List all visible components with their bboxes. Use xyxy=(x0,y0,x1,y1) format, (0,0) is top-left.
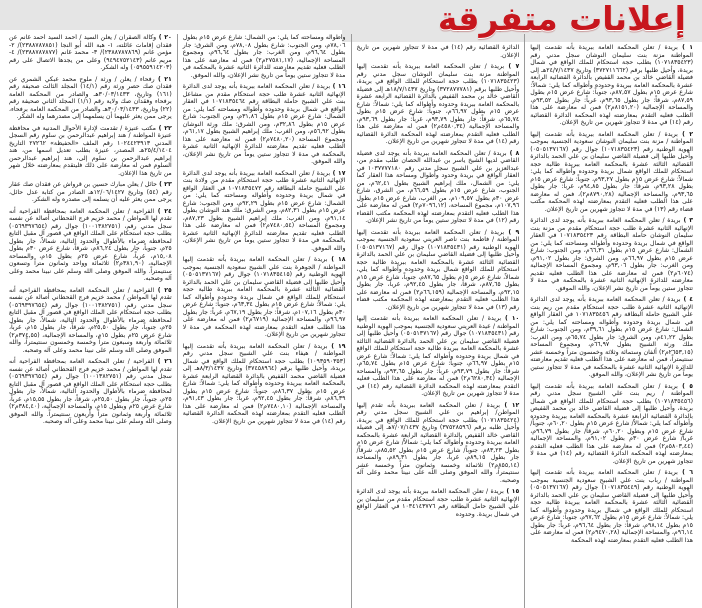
notice-number: ٤ ) xyxy=(680,296,693,303)
notice: ١٨ ) بريدة / تعلن المحكمة العامة ببريدة بأنه تقدمت إليها المواطنة / الجوهرة بنت علي الشبيح سعودية الجنسية بموجب الهوية الوطنية رقم (١٠٧١٨٣٥٤١٥) جوال رقم (٠٥٠٥١٣٧١٦٧) وأحيل طلبها إلى فضيلة القاضي سليمان بن علي الحمد بالدائرة القضائية الثالثة عشرة بالمحكمة العامة ببريدة طالبة حجة استحكام للملك الواقع في شمال بريدة وحدوده وأطواله كما يلي: شمالاً: شارع عرض ١٥م بطول ٦٣,٣٤م، جنوباً: شارع عرض ٣٠م بطول ١٠٧,١٦م، شرقاً: جار بطول ٦٧,١٩م، غرباً: جار بطول ٩٦,٩٧م، والمساحة الإجمالية (٦٧١٩م٢) فمن له معارضة على هذا الطلب فعليه التقدم بمعارضته لهذه المحكمة في مدة لا تتجاوز شهرين من تاريخ الإعلان. xyxy=(182,256,346,338)
notice-number: ١٥ ) xyxy=(503,488,520,495)
notice-number: ٢٤ ) xyxy=(154,207,172,215)
notice: ١٧ ) بريدة / تعلن المحكمة العامة ببريدة بأنه يوجد لدى الدائرة الإنهائية الثانية عشرة طلب حجة استحكام مقدم من ولادة بنت علي الشبيح حاملة البطاقة رقم ١٠٧١٨٣٥٤٧٢ في العقار الواقع في شمال بريدة وحدوده وأطواله ومساحته كما يلي: من الشمال: شارع عرض ١٥م بطول ٩٢,٢٩م، ومن الجنوب: شارع عرض ١٥م بطول ٨٢,٣١م، ومن الشرق: ملك هند النوشان بطول ٩١,١٤م، ومن الغرب: ملك إبراهيم الشبيح بطول ٨٧,٢٣م، ومجموع المساحة (٧٤٨٠,٥٤م٢) فمن له معارضة على هذا الطلب فعليه تقديم معارضته للدائرة الإنهائية الثانية عشرة بالمحكمة في مدة لا تتجاوز ستين يوماً من تاريخ نشر الإعلان، والله الموفق. xyxy=(182,169,346,252)
notice-number: ١٨ ) xyxy=(327,256,346,263)
notice-number: ١٢ ) xyxy=(499,401,520,409)
notice: ٥ ) بريدة / تعلن المحكمة العامة ببريدة بأنه تقدمت إليها المواطنة / ريم بنت علي الشبيح سجل مدني رقم (١٠٧١٨٣٥٤٥٦) بطلب حجة استحكام للملك الواقع في شمال بريدة، وأحيل طلبها إلى فضيلة القاضي خالد بن محمد القفيص بالدائرة القضائية الرابعة عشرة بالمحكمة العامة ببريدة وحدوده وأطواله كما يلي: شمالاً/ شارع عرض ١٥م بطول ٦٠,٢٠م، جنوباً/ شارع عرض ١٥م وبطول ٦٠,٢٠م، شرقاً/ جار بطول ٩٦,٧٩م، غرباً/ شارع عرض ٣٠م بطول ٩١,٠٢م، والمساحة الإجمالية (٥٨٠٣,٤٤م٢) فمن له معارضة على هذا الطلب فعليه التقدم بمعارضته لهذه المحكمة الدائرة القضائية رقم (١٤) في مدة لا تتجاوز شهرين من تاريخ الإعلان. xyxy=(530,382,694,465)
notice: ٣ ) بريدة / تعلن المحكمة العامة ببريدة بأنه يوجد لدى الدائرة الإنهائية الثانية عشرة طلب حجة استحكام مقدم من مزنة بنت سليمان النوشان حاملة البطاقة رقم ١٠٧١٨٣٥٤٢٣ في العقار الواقع في شمال بريدة وحدوده وأطواله ومساحته كما يلي: من الشمال: شارع عرض ١٥م بطول ٦٦,٣١م، ومن الجنوب: شارع عرض ١٥م بطول ٦٦,٩٧م، ومن الشرق: جار بطول ٩١,٠٢م، ومن الغرب: جار بطول ٩٣,٠٦م، ومجموع المساحة الإجمالية (٦٠٧٤م٢) فمن له معارضة على هذا الطلب فعليه تقديم معارضته للدائرة الإنهائية الثانية عشرة بالمحكمة في مدة لا تتجاوز ستين يوماً من تاريخ نشر الإعلان، والله الموفق. xyxy=(530,217,694,292)
notice: ١٦ ) بريدة / تعلن المحكمة العامة ببريدة بأنه يوجد لدى الدائرة الإنهائية الثانية عشرة طلب حجة استحكام مقدم من مشاعل بنت علي الشبيح حاملة البطاقة رقم ١٠٧١٨٣٥٤٦٤ في العقار الواقع في شمال بريدة وحدوده وأطواله ومساحته كما يلي: من الشمال: شارع عرض ١٥م بطول ٣١,٨٦م، ومن الجنوب: شارع عرض ١٥م بطول ٣٢,٨٦م، ومن الشرق: ملك ورثة النوشان بطول ٥٦,٩٢م، ومن الغرب: ملك إبراهيم الشبيح بطول ٦١,١٧م، ومجموع المساحة (٧٤٨٠,٢٠م٢) فمن له معارضة على هذا الطلب فعليه تقديم معارضته للدائرة الإنهائية الثانية عشرة بالمحكمة في مدة لا تتجاوز ستين يوماً من تاريخ نشر الإعلان، والله الموفق. xyxy=(182,83,346,165)
notice-number: ١٩ ) xyxy=(327,342,346,350)
classifieds-columns xyxy=(4,34,698,608)
page-title: إعلانات متفرقة xyxy=(437,0,686,38)
notice: وأطواله ومساحته كما يلي: من الشمال: شارع عرض ١٥م بطول ٧٨,٠٦م، ومن الجنوب: شارع بطول ٧٨,٠٨م، ومن الشرق: جار بطول ٩٦,٦٤م، ومن الغرب: جار بطول ٩٦,٦٤م، ومجموع المساحة الإجمالية، (٢٧٥٨١,١٧م٢) فمن له معارضة على هذا الطلب فعليه تقديم معارضته للدائرة الثانية عشرة بالمحكمة في مدة لا تتجاوز ستين يوماً من تاريخ نشر الإعلان، والله الموفق. xyxy=(182,34,346,79)
notice-number: ١٧ ) xyxy=(330,169,346,177)
notice-number: ٢٦ ) xyxy=(154,358,172,365)
column-third xyxy=(177,34,351,608)
notice-number: ٧ ) xyxy=(504,63,520,70)
notice-number: ٢٥ ) xyxy=(154,286,172,294)
notice-number: ٢٣ ) xyxy=(156,181,172,188)
notice: ٢ ) بريدة / تعلن المحكمة العامة ببريدة بأنه تقدمت إليها المواطنة / مزنة بنت سليمان النوشان سعودية الجنسية بموجب الهوية الوطنية رقم (١٠٧١٨٣٥٤٢٣) جوال رقم (٠٥٠٥١٣٧١٦٧) وأحيل طلبها إلى فضيلة القاضي سليمان بن علي الحمد بالدائرة القضائية الثالثة عشرة بالمحكمة العامة ببريدة طالبة حجة استحكام للملك الواقع شمال بريدة وحدوده وأطواله كما يلي: شمالاً: شارع عرض ١٥م بطول ٩٣,٢٧م، جنوباً: شارع عرض ١٥م بطول ٩٣,٢٨م، شرقاً: جار بطول ٩٤,٨٥م، غرباً: جار بطول ٩٣,٦٥م، والمساحة الإجمالية (٨٧٩٠,٢٨م٢)، فمن له معارضة على هذا الطلب فعليه التقدم بمعارضته لهذه المحكمة مكتب قضاء رقم (١٣) في مدة لا تتجاوز شهرين من تاريخ الإعلان. xyxy=(530,130,693,213)
notice: ٢٢ ) مكتب عنيزة / تقدمت لإدارة الأحوال المدنية في محافظة عنيزة المواطنة / هند إبراهيم عبدالرحمن بن سلوم رقم السجل المدني ١٠٢٤٤٢٣٩١٣ رقم الملف «الحفيظة» ٢٧٢٦٢ التاريخ ٢٥/٤/١٤٠٤هـ المصدر، عنيزة بطلب تعديل اسمها من، هند إبراهيم عبدالرحمن بن سلوم إلى، هند إبراهيم عبدالرحمن السلوم فمن له معارضة على ذلك فليتقدم بمعارضته خلال شهر من تاريخ هذا الإعلان. xyxy=(9,124,172,177)
notice: ١٢ ) بريدة / تعلن المحكمة العامة ببريدة بأنه تقدم إليها المواطن/ إبراهيم بن علي الشبيح سجل مدني رقم (١٠٧١٨٣٥٤٢٤) بطلب حجة استحكام للملك الواقع في بريدة، وأحيل طلبه برقم (٣٧٥٢٨٥٩٦) وتاريخ ٧/٠٧/١٤٣٧هـ إلى فضيلة القاضي خالد القفيص بالدائرة القضائية الرابعة عشرة بالمحكمة العامة ببريدة وحدوده وأطواله كما يلي: شمالاً/ شارع عرض ١٥م بطول ٨٣,٢٣م، جنوباً/ شارع عرض ١٥م بطول ٨٥,٥٢م، شرقاً/ جار بطول ٨٩,١٥م، غرباً، جار بطول ٨٩,٣١م، والمساحة (٨٥٥,١٤م٢) ثلاثمائة وخمسة وثمانون متراً وخمسة عشر سنتيمتراً، والله الموفق وصلى الله على نبينا محمد وعلى آله وصحبه. xyxy=(356,401,520,484)
notice-number: ١٦ ) xyxy=(330,83,346,90)
notice: ٢٥ ) الفراحية / تعلن المحكمة العامة بمحافظة الفراحية أنه تقدم لها المواطن / محمد خزيم فرج القحطاني أصالة عن نفسه سجل مدني رقم، (١٠٠١٣٨٢٧٥١) جوال رقم (٠٥٦٩٣٩٧٦٥٤) بطلب حجة استحكام على الملك الواقع في قصور آل مقبل التابع لمحافظة ضرماء بالأطوال والحدود التالية، شمالاً، جار بطول ٢٥م، جنوباً، جار بطول ٢٥,٥٠م، شرقاً، جار بطول ١٥م، غرباً، شارع عرض ٢٥م بطول ١٥م، والمساحة الإجمالية، (٣٧٤,٥٥م٢) ثلاثمائة وأربعة وسبعون متراً وخمسة وخمسون سنتيمتراً، والله الموفق وصلى الله وسلم على نبينا محمد وعلى آله وصحبه. xyxy=(9,286,172,354)
notice: ٤ ) بريدة / تعلن المحكمة العامة ببريدة بأنه يوجد لدى الدائرة الإنهائية الثانية عشرة طلب حجة استحكام مقدم من ريم بنت علي الشبيح حاملة البطاقة رقم ١٠٧١٨٣٥٤٥٦ في العقار الواقع في شمال بريدة وحدوده وأطواله ومساحته كما يلي: من الشمال: شارع عرض ١٥م بطول ٣٩,٦١م، ومن الجنوب: شارع بطول ٤١,٢٢م، ومن الشرق: جار بطول ٦٥,٧٤م، ومن الغرب: ملك ورثة الشبيح بطول ٦٦,٩٧م، ومجموع المساحة (٢٦٥٣,١٥م٢) ألفان وستمائة وثلاثة وخمسون متراً وخمسة عشر سنتيمتراً، فمن له معارضة على هذا الطلب فعليه تقديم معارضته للدائرة الإنهائية الثانية عشرة بالمحكمة في مدة لا تتجاوز ستين يوماً من تاريخ نشر الإعلان، والله الموفق. xyxy=(530,296,694,378)
notice-number: ٢٢ ) xyxy=(156,124,172,132)
notice-number: ٥ ) xyxy=(677,382,693,390)
notice-number: ٨ ) xyxy=(506,149,520,157)
column-rightmost xyxy=(524,34,698,608)
notice: ٨ ) بريدة / تعلن المحكمة العامة ببريدة بأنه يوجد لدى فضيلة القاضي لديها الشيخ ياسر بن عبدالله الحصان طلب مقدم من، عبدالعزيز بن علي الشبيح سجل مدني رقم ١٠٣٧٧٧٧١٨٠ في العقار الواقع في بريدة وحدود وأطوال ومساحة هذا العقار كما يلي: من الشمال، ملك إبراهيم الشبيح بطول ٦٢,٤١م، من الجنوب، شارع عرض ١٥م بطول ٦٦,٥٩م، من الشرق، شارع عرض ٣٠م بطول ١٠٩,٥٧م، من الغرب، شارع عرض ١٥م بطول ١٠٧,٩٦م، مجموع المساحة، (٧٠٩٦,١٢م٢) فمن له معارضة على هذا الطلب فعليه التقدم بمعارضته لهذه المحكمة مكتب القضاء رقم (١٢) في مدة لا تتجاوز ستين يوماً من تاريخ نشر الإعلان. xyxy=(356,149,520,224)
notice: ١ ) بريدة / تعلن المحكمة العامة ببريدة بأنه تقدمت إليها المواطنة مزنة بنت سليمان النوشان سجل مدني رقم (١٠٧١٨٣٥٤٢٣) بطلب حجة استحكام للملك الواقع في شمال بريدة، وأحيل طلبها برقم (٣٧٢٧١١٦٦٢) وتاريخ ٢٤/٧/١٤٣٧هـ إلى فضيلة القاضي خالد بن محمد القفيص بالدائرة القضائية الرابعة عشرة بالمحكمة العامة ببريدة وحدوده وأطواله كما يلي: شمالاً: شارع عرض ١٥م بطول ٨٧,٥٧م، جنوباً: شارع عرض ١٥م بطول ٨٧,٥٩م، شرقاً: جار بطول ٩٣,٦٥م، غرباً: جار بطول ٩٣,٥٢م، والمساحة الإجمالية (٨١٥١,٢٠م٢) فمن له معارضة على هذا الطلب فعليه التقدم بمعارضته لهذه المحكمة الدائرة القضائية رقم (١٤) في مدة لا تتجاوز شهرين من تاريخ الإعلان. xyxy=(530,44,693,126)
notice-number: ٢٠ ) xyxy=(156,34,172,41)
notice: ٢٠ ) وكالة الصقران / يعلن السيد / أحمد السيد أحمد غانم عن فقدان إقامات عائلته، ١- هبة الله أبو النجا (٢٣٨٨٧٨٧٨٥١)/ ٢- مؤمن غانم (٢٣٨٨٧٨٧٨٦٩)/ ٣- محمد غانم (٢٣٨٨٧٨٧٨٧٧)/ ٤- مريم غانم (٩٤٩٤٧٥٢١٤٣) وعلى من يجدها الاتصال على رقم (٠٥٩٥٥٩١٤٢٠٣) وله الشكر. xyxy=(9,34,172,71)
notice-number: ١ ) xyxy=(677,44,693,51)
notice: ١٥ ) بريدة / تعلن المحكمة العامة ببريدة بأنه يوجد لدى الدائرة الإنهائية الثانية عشرة طلب حجة استحكام مقدم من سليمان بن علي الشبيح حامل البطاقة رقم ١٠٣٤١٤٣٧٧٦ في العقار الواقع في شمال بريدة. وحدوده xyxy=(356,488,520,518)
notice-number: ٩ ) xyxy=(504,228,520,236)
notice: ٦ ) بريدة / تعلن المحكمة العامة ببريدة بأنه تقدمت إليها المواطنة / رباب بنت علي الشبيح سعودية الجنسية بموجب الهوية الوطنية رقم (١٠٧١٨٣٥٤٤٩) جوال رقم (٠٥٠٥١٣٧١٦٧) وأحيل طلبها إلى فضيلة القاضي سليمان بن علي الحمد بالدائرة القضائية الثالثة عشرة بالمحكمة العامة ببريدة طالبة حجة استحكام للملك الواقع في شمال بريدة وحدوده وأطواله كما يلي: شمالاً: شارع عرض ١٥م بطول ٩٧,٦٢م، جنوباً: شارع عرض ١٥م بطول ٩٨,١٤م، شرقاً: جار بطول ٩٦,٦٤م، غرباً: جار بطول ٩٦,١٤م، والمساحة الإجمالية (٩٤٧٠,٢٨م٢) فمن له معارضة على هذا الطلب فعليه التقدم بمعارضته لهذه المحكمة xyxy=(530,469,693,544)
column-leftmost xyxy=(4,34,177,608)
notice-number: ٣ ) xyxy=(680,217,693,224)
notice: ١٠ ) بريدة / تعلن المحكمة العامة ببريدة بأنه تقدمت إليها المواطنة / عيدة العريني سعودية الجنسية بموجب الهوية الوطنية رقم (١٠٧١٨٣٥٤٣١) جوال رقم (٠٥٠٥١٣٧١٦٧) وأحيل طلبها إلى فضيلة القاضي سليمان بن علي الحمد بالدائرة القضائية الثالثة عشرة بالمحكمة العامة ببريدة طالبة حجة استحكام للملك الواقع في شمال بريدة وحدوده وأطواله كما يلي: شمالاً: شارع عرض ١٥م بطول ٦٦,٩٧م، جنوباً: شارع عرض ١٥م بطول ٦٥,٧٤م، شرقاً: جار بطول ٩٣,٧٩م، غرباً: جار بطول ٩٣,٦٥م، والمساحة الإجمالية (٦٢٨٠,٣٤م٢) فمن له معارضة على هذا الطلب فعليه التقدم بمعارضته لهذه المحكمة الدائرة القضائية رقم (١٤) في مدة لا تتجاوز شهرين من تاريخ الإعلان. xyxy=(356,315,520,397)
notice-number: ٢ ) xyxy=(677,130,693,138)
notice: ١٩ ) بريدة / تعلن المحكمة العامة ببريدة بأنه تقدمت إليها المواطنة / هيفاء بنت علي الشبيح سجل مدني رقم (١٠٩٣٥٩٠٣٥٣) بطلب حجة استحكام للملك الواقع في شمال بريدة، وأحيل طلبها برقم (٣٧٤٥٨٩٦٤) وتاريخ ٨/٣/١٤٣٧هـ إلى فضيلة القاضي محمد القفيص بالدائرة القضائية الرابعة عشرة بالمحكمة العامة ببريدة وحدوده وأطواله كما يلي: شمالاً: شارع عرض ١٥م بطول ٨٦,٣٧م، جنوباً: شارع عرض ١٥م بطول ٨٦,٣٩م، شرقاً: جار بطول ٩٢,٤٥م، غرباً: جار بطول ٩١,٤٣م، والمساحة الإجمالية (٧٤٨٠,١٠م٢) فمن له معارضة على هذا الطلب فعليه التقدم بمعارضته لهذه المحكمة الدائرة القضائية رقم (١٤) في مدة لا تتجاوز شهرين من تاريخ الإعلان. xyxy=(182,342,346,425)
column-second xyxy=(351,34,525,608)
notice: ٢١ ) رفحاء / يعلن / ورثة / ملوح محمد عبكي الشمري عن فقدان صك حصر ورثة رقم (١٤/١) المجلد الثالث صحيفة رقم (١٦١) وتاريخ، ٣٠/٠٣/١٤٣٣هـ والصادر من المحكمة العامة برفحاء وفقدان صك ولاية رقم (١/١) المجلد الثاني صحيفة رقم (٢٢) وتاريخ، ٣٠/٠٣/١٤٣٣هـ والصادر من المحكمة العامة برفحاء، يرجى ممن يعثر عليهما أن يسلمهما إلى مصدرهما وله الشكر. xyxy=(9,75,172,120)
notice: ٢٣ ) حائل / يعلن مبارك حسين بن قرواش عن فقدان صك عقار رقم (٥٤) وتاريخ ١٢/٠٦/١٤٢٧هـ الصادر من كتابة عدل حائل، يرجى ممن يعثر عليه أن يسلمه إلى مصدره وله الشكر. xyxy=(9,181,172,203)
notice-number: ٢١ ) xyxy=(154,75,172,83)
notice: الدائرة القضائية رقم (١٤) في مدة لا تتجاوز شهرين من تاريخ الإعلان. xyxy=(356,44,520,59)
notice: ٧ ) بريدة / تعلن المحكمة العامة ببريدة بأنه تقدمت إليها المواطنة مزنة بنت سليمان النوشان سجل مدني رقم (١٠٧١٨٣٥٤٢٣) بطلب حجة استحكام للملك الواقع في بريدة، وأحيل طلبها برقم (٣٧٢٨٧٧٧٨١) وتاريخ ١٨/٧/١٤٣٧هـ إلى فضيلة القاضي خالد بن محمد القفيص بالدائرة القضائية الرابعة عشرة بالمحكمة العامة ببريدة وحدوده وأطواله كما يلي: شمالاً: شارع عرض ١٥م بطول ٦٦,٩٧م، جنوباً: شارع عرض ١٥م بطول ٦٥,٧٤م، شرقاً: جار بطول ٩٣,٧٩م، غرباً: جار بطول ٩٣,٦٩م، والمساحة الإجمالية (٤٥٨٠,٣٤م٢) فمن له معارضة على هذا الطلب فعليه التقدم بمعارضته لهذه المحكمة الدائرة القضائية رقم (١٤) في مدة لا تتجاوز شهرين من تاريخ الإعلان. xyxy=(356,63,520,145)
notice: ٩ ) بريدة / تعلن المحكمة العامة ببريدة بأنه تقدمت إليها المواطنة / فاطمة بنت ناصر العريني سعودية الجنسية بموجب الهوية الوطنية رقم (١٠٧١٨٣٥٤٣١) جوال رقم (٠٥٠٥١٣٧١٦٧) وأحيل طلبها إلى فضيلة القاضي سليمان بن علي الحمد بالدائرة القضائية الثالثة عشرة بالمحكمة العامة ببريدة طالبة حجة استحكام للملك الواقع شمال بريدة وحدوده وأطواله كما يلي، شمالاً، شارع عرض ١٥م بطول ٨٧,٦٥م، جنوباً، شارع عرض ١٥م بطول ٨٧,٦٥م، شرقاً، جار بطول ٩٢,٤٥م، غرباً، جار بطول ٩٢,١٥م، والمساحة الإجمالية (٦٦,١٥٩م٢) فمن له معارضة على هذا الطلب فعليه التقدم بمعارضته لهذه المحكمة مكتب قضاء رقم (١٣) في مدة لا تتجاوز شهرين من تاريخ الإعلان. xyxy=(356,228,520,311)
notice-number: ٦ ) xyxy=(677,469,693,476)
notice: ٢٤ ) الفراحية / تعلن المحكمة العامة بمحافظة الفراحية أنه تقدم لها المواطن / محمد خزيم فرج القحطاني أصالة عن نفسه سجل مدني رقم، (١٠٠١٣٨٢٧٥١) جوال رقم (٠٥٦٩٣٩٧٦٥٤) بطلب حجة استحكام على الملك الواقع في قصور آل مقبل التابع لمحافظة ضرماء بالأطوال والحدود التالية، شمالاً، جار بطول ٢٥م، جنوباً، جار بطول ٨٦,٢٤م، شرقاً، شارع عرض ٣٠م بطول ١٥,٠٨م، غرباً، شارع عرض ٢٥م بطول ١٥م، والمساحة الإجمالية، (٣٨١,٩٠م٢) ثلاثمائة وواحد وثمانون متراً وتسعون سنتيمتراً. والله الموفق وصلى الله وسلم على نبينا محمد وعلى آله وصحبه. xyxy=(9,207,172,282)
notice-number: ١٠ ) xyxy=(501,315,520,322)
notice: ٢٦ ) الفراحية / تعلن المحكمة العامة بمحافظة الفراحية أنه تقدم لها المواطن / محمد خزيم فرج القحطاني أصالة عن نفسه سجل مدني رقم (١٠٠١٣٨٢٧٥١) جوال رقم (٠٥٦٩٣٩٧٦٥٤) بطلب حجة استحكام على الملك الواقع في قصور آل مقبل التابع لمحافظة ضرماء بالأطوال والحدود التالية، شمالاً، جار بطول ٢٥م، جنوباً، جار بطول ٢٥,٥٠م، شرقاً، جار بطول ١٥,٥٥م، غرباً، شارع عرض ٢٥م وبطول ١٥م، والمساحة الإجمالية، (٣٨٤,٤٠م٢) ثلاثمائة وأربعة وثمانون متراً وأربعون سنتيمتراً. والله الموفق وصلى الله وسلم على نبينا محمد وعلى آله وصحبه. xyxy=(9,358,172,425)
